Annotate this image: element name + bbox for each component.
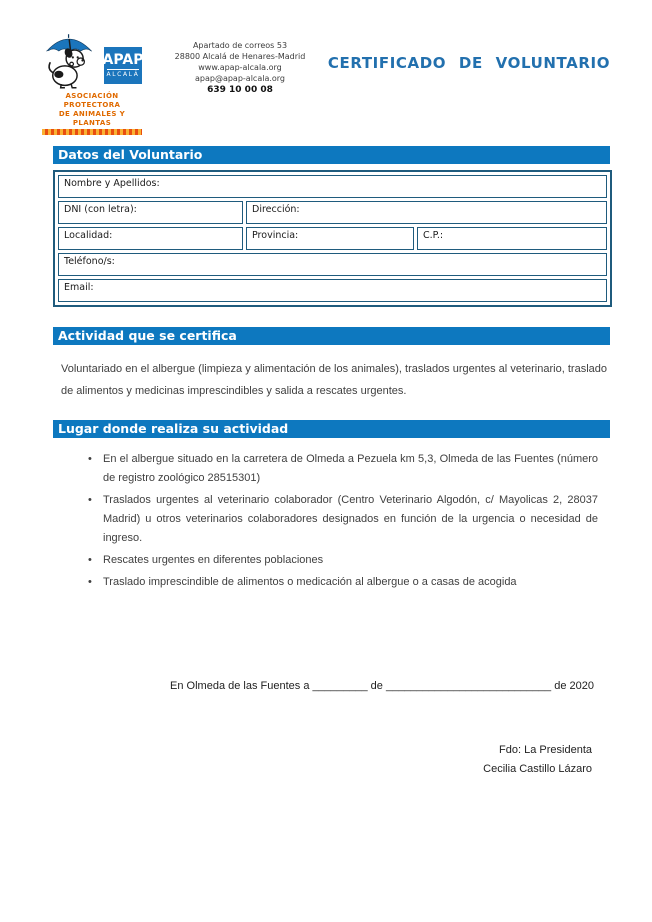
field-provincia: Provincia: bbox=[246, 227, 414, 250]
contact-email: apap@apap-alcala.org bbox=[194, 74, 286, 83]
field-telefono: Teléfono/s: bbox=[58, 253, 607, 276]
dog-umbrella-icon bbox=[40, 33, 102, 89]
contact-website: www.apap-alcala.org bbox=[198, 63, 282, 72]
logo-artwork bbox=[40, 33, 148, 89]
field-dni: DNI (con letra): bbox=[58, 201, 243, 224]
logo-org-name-line2: DE ANIMALES Y PLANTAS bbox=[58, 110, 126, 127]
contact-phone: 639 10 00 08 bbox=[207, 85, 273, 95]
section-heading-datos: Datos del Voluntario bbox=[53, 146, 610, 164]
signature-block bbox=[0, 741, 652, 779]
signature-name: Cecilia Castillo Lázaro bbox=[483, 763, 592, 775]
table-row bbox=[58, 253, 607, 276]
table-row bbox=[58, 227, 607, 250]
field-localidad: Localidad: bbox=[58, 227, 243, 250]
date-month-blank: ___________________________ bbox=[385, 680, 552, 692]
section-heading-actividad: Actividad que se certifica bbox=[53, 327, 610, 345]
contact-block bbox=[154, 40, 326, 96]
list-item-albergue: • En el albergue situado en la carretera de Olmeda a Pezuela km 5,3, Olmeda de las Fuentes (número de registro zoológico 28515301) bbox=[87, 450, 598, 488]
table-row bbox=[58, 279, 607, 302]
field-cp: C.P.: bbox=[417, 227, 607, 250]
document-title: CERTIFICADO DE VOLUNTARIO bbox=[327, 54, 611, 72]
list-item-rescates: • Rescates urgentes en diferentes poblaciones bbox=[87, 551, 598, 570]
contact-po-box: Apartado de correos 53 bbox=[192, 41, 288, 50]
date-line-mid: de bbox=[370, 680, 383, 692]
field-nombre-apellidos: Nombre y Apellidos: bbox=[58, 175, 607, 198]
logo-city: ALCALÁ bbox=[106, 71, 140, 78]
field-direccion: Dirección: bbox=[246, 201, 607, 224]
document-header bbox=[0, 0, 652, 129]
logo-org-name-line1: ASOCIACIÓN PROTECTORA bbox=[63, 92, 121, 109]
apap-logo-box bbox=[104, 47, 142, 84]
field-email: Email: bbox=[58, 279, 607, 302]
list-item-traslados-veterinario: • Traslados urgentes al veterinario colaborador (Centro Veterinario Algodón, c/ Mayolicas 2, 28037 Madrid) u otros veterinarios colaboradores designados en función de la urgencia o necesidad de ingreso. bbox=[87, 491, 598, 548]
contact-address: 28800 Alcalá de Henares-Madrid bbox=[174, 52, 306, 61]
logo-acronym: APAP bbox=[102, 52, 144, 68]
location-bullet-list bbox=[87, 450, 598, 592]
date-line bbox=[0, 680, 652, 692]
activity-description: Voluntariado en el albergue (limpieza y alimentación de los animales), traslados urgentes al veterinario, traslado de alimentos y medicinas imprescindibles y salida a rescates urgentes. bbox=[61, 363, 607, 397]
volunteer-data-table bbox=[53, 170, 612, 307]
date-day-blank: _________ bbox=[312, 680, 368, 692]
list-item-traslado-alimentos: • Traslado imprescindible de alimentos o medicación al albergue o a casas de acogida bbox=[87, 573, 598, 592]
table-row bbox=[58, 201, 607, 224]
logo-stripe-bar bbox=[42, 129, 142, 135]
table-row bbox=[58, 175, 607, 198]
signature-role: Fdo: La Presidenta bbox=[499, 744, 592, 756]
apap-logo bbox=[40, 33, 148, 135]
date-line-suffix: de 2020 bbox=[554, 680, 594, 692]
section-heading-lugar: Lugar donde realiza su actividad bbox=[53, 420, 610, 438]
date-line-prefix: En Olmeda de las Fuentes a bbox=[170, 680, 310, 692]
